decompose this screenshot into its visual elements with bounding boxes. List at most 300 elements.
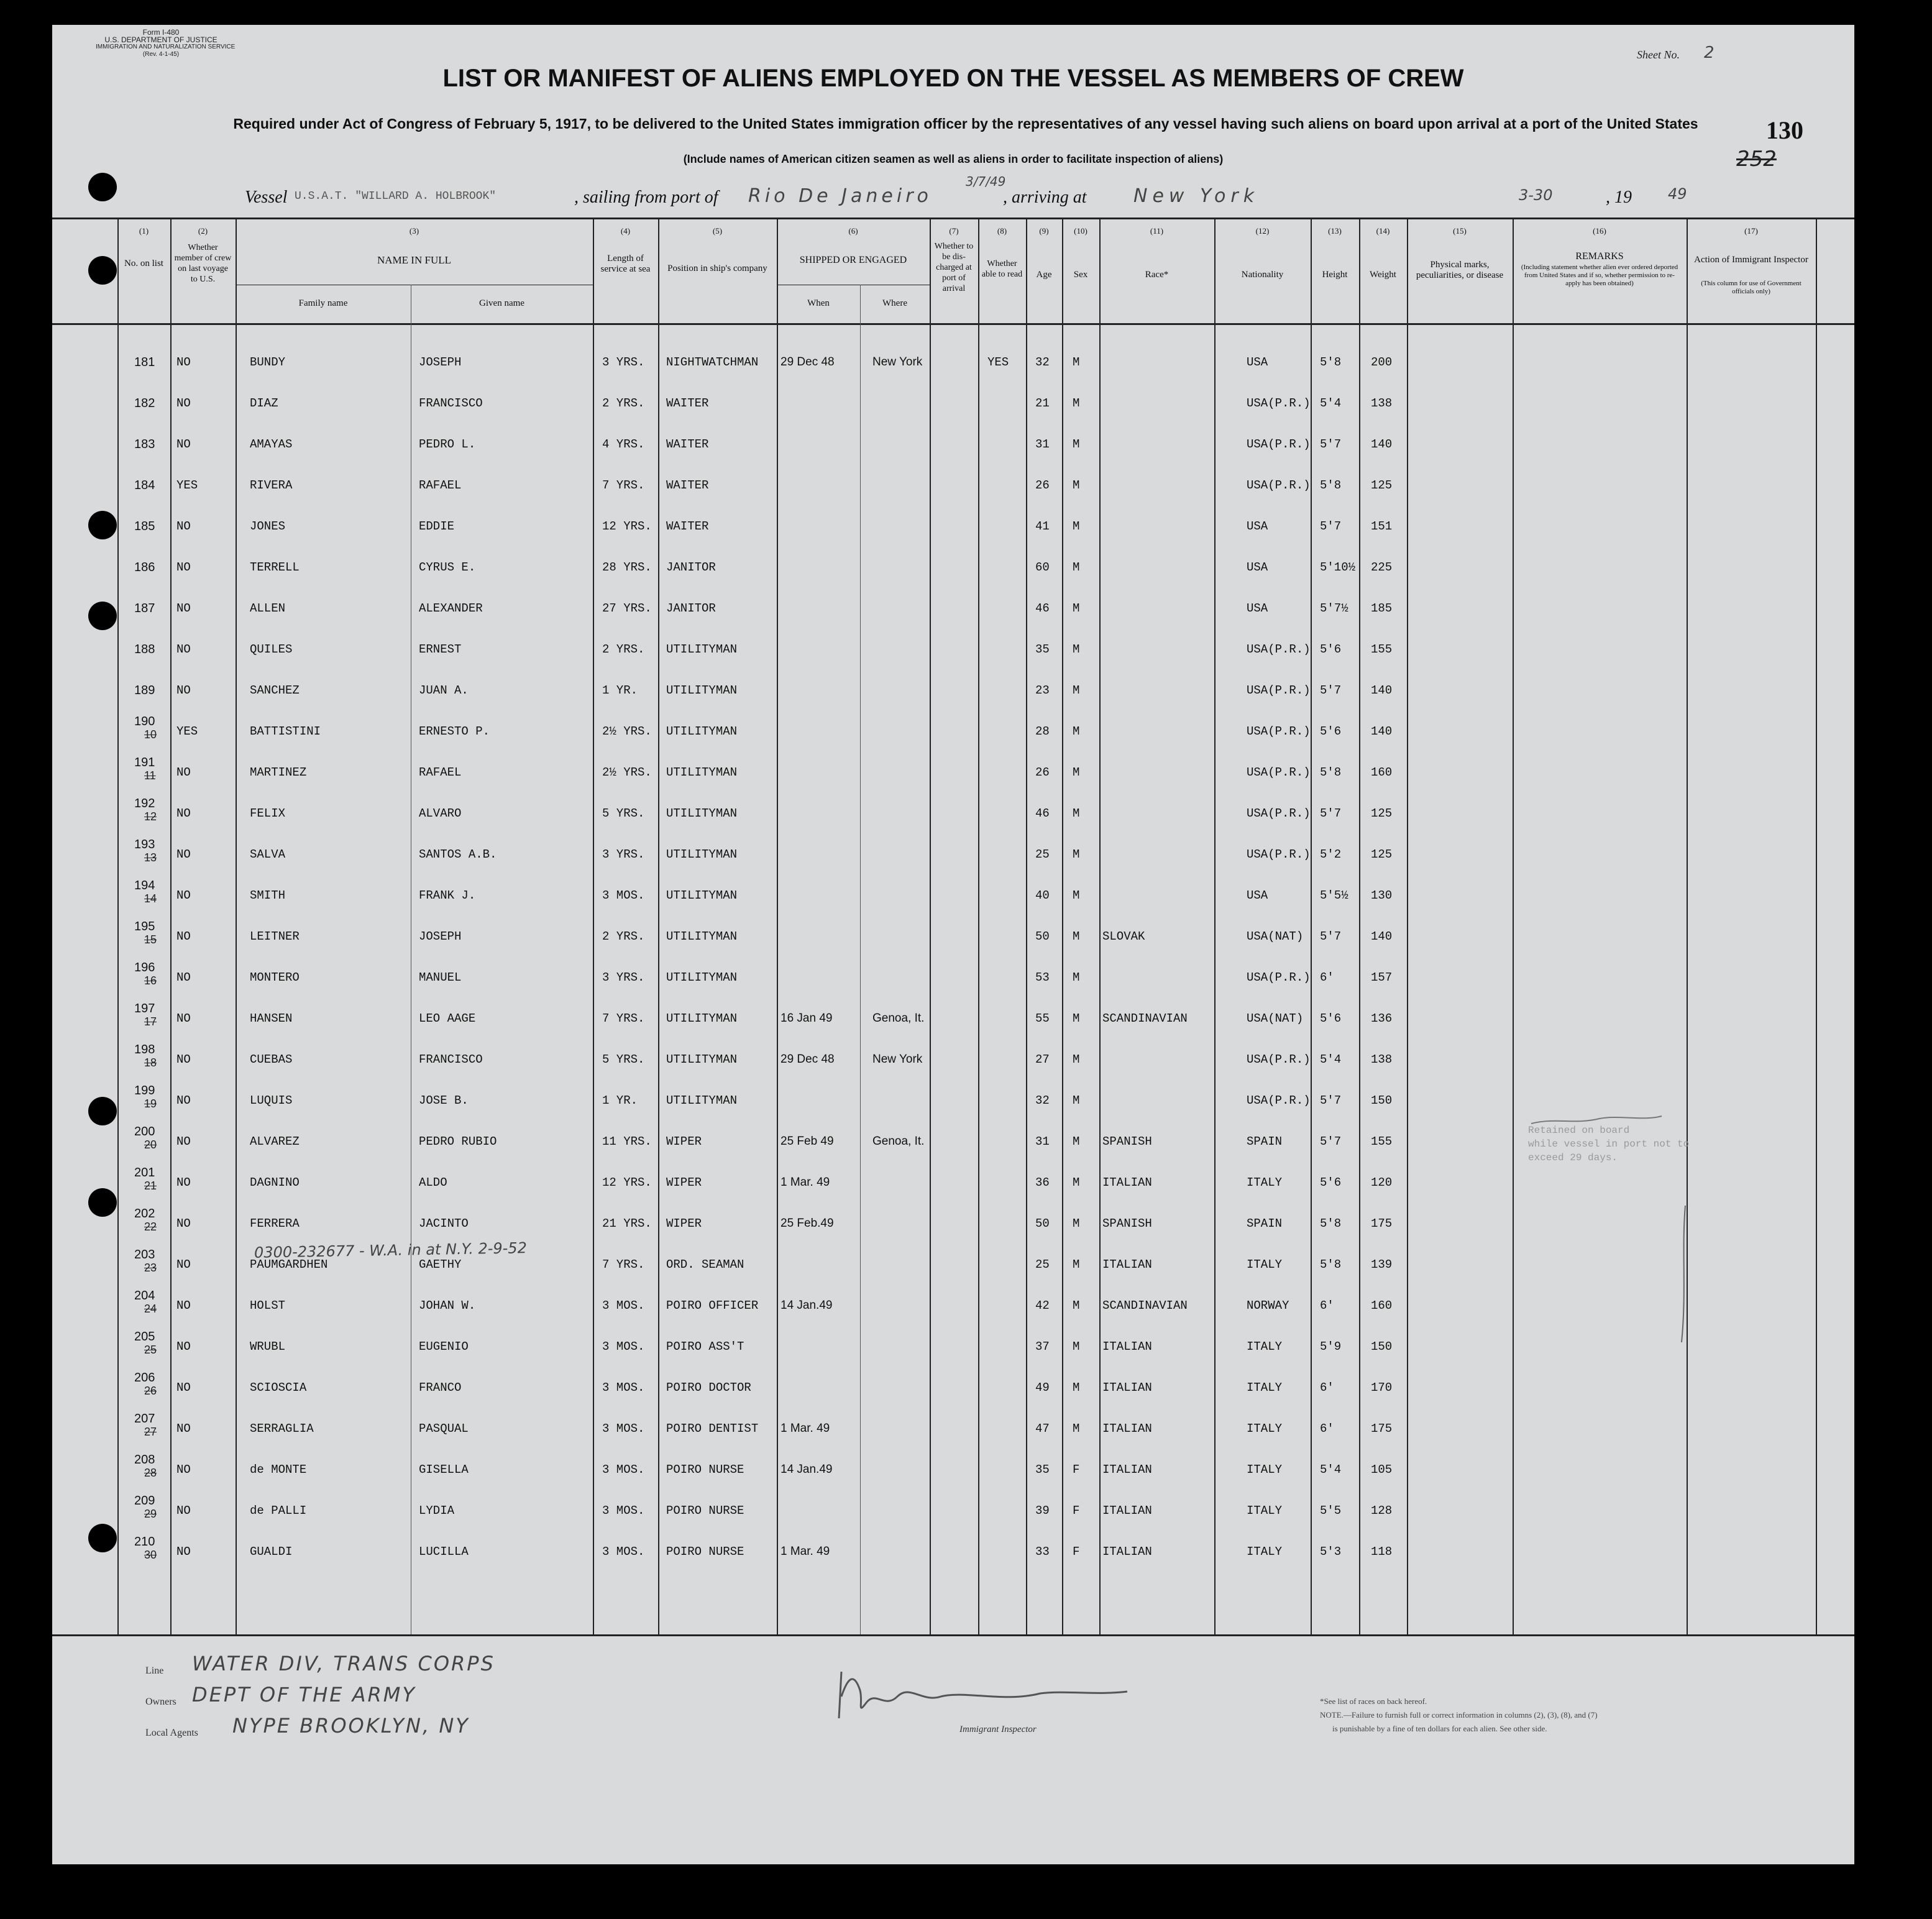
col9-header: Age bbox=[1036, 270, 1052, 280]
nationality-cell: USA bbox=[1247, 520, 1268, 533]
row-number-struck: 28 bbox=[144, 1467, 157, 1479]
family-name-cell: MARTINEZ bbox=[250, 766, 307, 779]
given-name-cell: JOHAN W. bbox=[419, 1299, 476, 1312]
position-cell: UTILITYMAN bbox=[666, 848, 738, 861]
col17-header: Action of Immigrant Inspector bbox=[1694, 255, 1808, 265]
family-name-cell: JONES bbox=[250, 520, 286, 533]
position-cell: UTILITYMAN bbox=[666, 889, 738, 902]
owners-label: Owners bbox=[145, 1697, 176, 1707]
height-cell: 5'7 bbox=[1320, 437, 1342, 451]
family-name-cell: BUNDY bbox=[250, 355, 286, 369]
form-service: IMMIGRATION AND NATURALIZATION SERVICE bbox=[96, 44, 236, 50]
height-cell: 5'7 bbox=[1320, 807, 1342, 820]
table-row bbox=[52, 423, 1854, 464]
race-cell: ITALIAN bbox=[1102, 1340, 1152, 1353]
table-row bbox=[52, 710, 1854, 751]
sex-cell: M bbox=[1073, 766, 1080, 779]
able-to-read-cell: YES bbox=[987, 355, 1009, 369]
given-name-cell: LUCILLA bbox=[419, 1545, 469, 1559]
position-cell: POIRO OFFICER bbox=[666, 1299, 759, 1312]
sex-cell: M bbox=[1073, 1094, 1080, 1107]
row-number: 183 bbox=[134, 437, 155, 451]
given-name-cell: JUAN A. bbox=[419, 684, 469, 697]
col10-header: Sex bbox=[1073, 270, 1088, 280]
row-number: 188 bbox=[134, 643, 155, 656]
position-cell: JANITOR bbox=[666, 561, 716, 574]
col6-when-header: When bbox=[807, 298, 830, 308]
weight-cell: 160 bbox=[1371, 766, 1393, 779]
position-cell: UTILITYMAN bbox=[666, 684, 738, 697]
prev-voyage-cell: NO bbox=[176, 561, 191, 574]
col2-header: Whether member of crew on last voyage to U.S. bbox=[174, 243, 232, 284]
weight-cell: 140 bbox=[1371, 684, 1393, 697]
row-number: 200 bbox=[134, 1125, 155, 1138]
height-cell: 5'10½ bbox=[1320, 561, 1356, 574]
row-number: 195 bbox=[134, 920, 155, 933]
table-row bbox=[52, 669, 1854, 710]
family-name-cell: WRUBL bbox=[250, 1340, 286, 1353]
table-header-rule bbox=[52, 323, 1854, 325]
position-cell: WIPER bbox=[666, 1217, 702, 1230]
race-cell: SCANDINAVIAN bbox=[1102, 1299, 1188, 1312]
table-row bbox=[52, 1366, 1854, 1407]
given-name-cell: JOSE B. bbox=[419, 1094, 469, 1107]
height-cell: 5'6 bbox=[1320, 1176, 1342, 1189]
penalty-note-2: is punishable by a fine of ten dollars for each alien. See other side. bbox=[1332, 1724, 1547, 1733]
row-number: 193 bbox=[134, 838, 155, 851]
sex-cell: M bbox=[1073, 971, 1080, 984]
given-name-cell: EDDIE bbox=[419, 520, 455, 533]
row-number: 206 bbox=[134, 1371, 155, 1385]
row-number: 187 bbox=[134, 602, 155, 615]
given-name-cell: ERNESTO P. bbox=[419, 725, 490, 738]
row-number: 197 bbox=[134, 1002, 155, 1015]
prev-voyage-cell: NO bbox=[176, 1422, 191, 1436]
sex-cell: F bbox=[1073, 1545, 1080, 1559]
col9-number: (9) bbox=[1039, 226, 1049, 236]
sex-cell: F bbox=[1073, 1463, 1080, 1477]
age-cell: 50 bbox=[1035, 930, 1050, 943]
row-number-struck: 14 bbox=[144, 892, 157, 905]
service-length-cell: 3 MOS. bbox=[602, 1545, 645, 1559]
table-row bbox=[52, 587, 1854, 628]
col7-header: Whether to be dis-charged at port of arrival bbox=[934, 242, 974, 293]
family-name-cell: HOLST bbox=[250, 1299, 286, 1312]
family-name-cell: RIVERA bbox=[250, 479, 293, 492]
prev-voyage-cell: NO bbox=[176, 1012, 191, 1025]
service-length-cell: 3 MOS. bbox=[602, 1299, 645, 1312]
nationality-cell: USA(P.R.) bbox=[1247, 971, 1311, 984]
position-cell: UTILITYMAN bbox=[666, 1053, 738, 1066]
binder-hole bbox=[88, 256, 117, 285]
service-length-cell: 2½ YRS. bbox=[602, 766, 652, 779]
row-number: 184 bbox=[134, 479, 155, 492]
col3-number: (3) bbox=[409, 226, 419, 236]
race-cell: ITALIAN bbox=[1102, 1176, 1152, 1189]
family-name-cell: LEITNER bbox=[250, 930, 300, 943]
shipped-when-cell: 25 Feb.49 bbox=[781, 1217, 834, 1230]
sex-cell: M bbox=[1073, 1381, 1080, 1395]
row-number: 205 bbox=[134, 1330, 155, 1344]
vessel-label: Vessel bbox=[245, 188, 288, 207]
inspector-signature bbox=[817, 1659, 1140, 1728]
given-name-cell: JOSEPH bbox=[419, 355, 462, 369]
agents-label: Local Agents bbox=[145, 1728, 198, 1738]
nationality-cell: USA(P.R.) bbox=[1247, 766, 1311, 779]
binder-hole bbox=[88, 1188, 117, 1217]
col5-number: (5) bbox=[712, 226, 723, 236]
position-cell: POIRO DOCTOR bbox=[666, 1381, 751, 1395]
table-row bbox=[52, 915, 1854, 956]
row-number-struck: 13 bbox=[144, 851, 157, 864]
table-row bbox=[52, 1407, 1854, 1448]
service-length-cell: 3 MOS. bbox=[602, 1381, 645, 1395]
table-row bbox=[52, 341, 1854, 382]
position-cell: WAITER bbox=[666, 520, 709, 533]
col11-header: Race* bbox=[1145, 270, 1169, 280]
given-name-cell: FRANK J. bbox=[419, 889, 476, 902]
given-name-cell: CYRUS E. bbox=[419, 561, 476, 574]
sex-cell: M bbox=[1073, 1422, 1080, 1436]
height-cell: 5'8 bbox=[1320, 355, 1342, 369]
height-cell: 5'7 bbox=[1320, 684, 1342, 697]
col6-header: SHIPPED OR ENGAGED bbox=[799, 255, 907, 265]
position-cell: UTILITYMAN bbox=[666, 643, 738, 656]
weight-cell: 200 bbox=[1371, 355, 1393, 369]
age-cell: 36 bbox=[1035, 1176, 1050, 1189]
given-name-cell: LYDIA bbox=[419, 1504, 455, 1518]
row-number-struck: 18 bbox=[144, 1056, 157, 1069]
sheet-label: Sheet No. bbox=[1637, 48, 1680, 61]
family-name-cell: DAGNINO bbox=[250, 1176, 300, 1189]
age-cell: 31 bbox=[1035, 437, 1050, 451]
service-length-cell: 3 YRS. bbox=[602, 848, 645, 861]
race-cell: SLOVAK bbox=[1102, 930, 1145, 943]
age-cell: 40 bbox=[1035, 889, 1050, 902]
age-cell: 26 bbox=[1035, 479, 1050, 492]
height-cell: 5'8 bbox=[1320, 766, 1342, 779]
binder-hole bbox=[88, 602, 117, 630]
sex-cell: M bbox=[1073, 437, 1080, 451]
line-label: Line bbox=[145, 1665, 164, 1676]
service-length-cell: 3 MOS. bbox=[602, 1422, 645, 1436]
family-name-cell: SERRAGLIA bbox=[250, 1422, 314, 1436]
prev-voyage-cell: NO bbox=[176, 1299, 191, 1312]
given-name-cell: JACINTO bbox=[419, 1217, 469, 1230]
given-name-cell: PEDRO RUBIO bbox=[419, 1135, 497, 1148]
row-number: 186 bbox=[134, 561, 155, 574]
sailing-date: 3/7/49 bbox=[966, 174, 1006, 189]
shipped-where-cell: New York bbox=[872, 1053, 923, 1066]
position-cell: UTILITYMAN bbox=[666, 1012, 738, 1025]
service-length-cell: 7 YRS. bbox=[602, 1258, 645, 1271]
sex-cell: M bbox=[1073, 643, 1080, 656]
col5-header: Position in ship's company bbox=[667, 263, 767, 273]
nationality-cell: SPAIN bbox=[1247, 1135, 1283, 1148]
weight-cell: 175 bbox=[1371, 1422, 1393, 1436]
family-name-cell: SCIOSCIA bbox=[250, 1381, 307, 1395]
weight-cell: 175 bbox=[1371, 1217, 1393, 1230]
sailing-label: , sailing from port of bbox=[574, 188, 718, 207]
col6-where-header: Where bbox=[882, 298, 907, 308]
height-cell: 5'8 bbox=[1320, 1217, 1342, 1230]
col10-number: (10) bbox=[1074, 226, 1087, 236]
form-rev: (Rev. 4-1-45) bbox=[142, 51, 180, 58]
row-number-struck: 16 bbox=[144, 974, 157, 987]
form-number: Form I-480 bbox=[142, 28, 180, 37]
sex-cell: M bbox=[1073, 1176, 1080, 1189]
family-name-cell: MONTERO bbox=[250, 971, 300, 984]
height-cell: 5'8 bbox=[1320, 479, 1342, 492]
service-length-cell: 5 YRS. bbox=[602, 1053, 645, 1066]
nationality-cell: USA(P.R.) bbox=[1247, 684, 1311, 697]
row-number: 204 bbox=[134, 1289, 155, 1303]
table-row bbox=[52, 1448, 1854, 1489]
service-length-cell: 11 YRS. bbox=[602, 1135, 652, 1148]
position-cell: WAITER bbox=[666, 396, 709, 410]
sex-cell: M bbox=[1073, 602, 1080, 615]
row-number-struck: 21 bbox=[144, 1179, 157, 1192]
height-cell: 6' bbox=[1320, 1422, 1334, 1436]
height-cell: 5'4 bbox=[1320, 396, 1342, 410]
table-row bbox=[52, 956, 1854, 997]
nationality-cell: ITALY bbox=[1247, 1463, 1283, 1477]
prev-voyage-cell: NO bbox=[176, 807, 191, 820]
shipped-where-cell: New York bbox=[872, 355, 923, 369]
row-number-struck: 23 bbox=[144, 1262, 157, 1274]
prev-voyage-cell: NO bbox=[176, 1135, 191, 1148]
line-value: WATER DIV, TRANS CORPS bbox=[192, 1652, 495, 1675]
table-row bbox=[52, 546, 1854, 587]
prev-voyage-cell: NO bbox=[176, 848, 191, 861]
given-name-cell: FRANCO bbox=[419, 1381, 462, 1395]
given-name-cell: ALDO bbox=[419, 1176, 447, 1189]
prev-voyage-cell: NO bbox=[176, 1258, 191, 1271]
age-cell: 37 bbox=[1035, 1340, 1050, 1353]
age-cell: 41 bbox=[1035, 520, 1050, 533]
position-cell: ORD. SEAMAN bbox=[666, 1258, 744, 1271]
prev-voyage-cell: NO bbox=[176, 1381, 191, 1395]
height-cell: 5'7 bbox=[1320, 520, 1342, 533]
year-prefix: , 19 bbox=[1606, 188, 1632, 207]
given-name-cell: ERNEST bbox=[419, 643, 462, 656]
age-cell: 60 bbox=[1035, 561, 1050, 574]
given-name-cell: GAETHY bbox=[419, 1258, 462, 1271]
owners-value: DEPT OF THE ARMY bbox=[192, 1683, 416, 1706]
family-name-cell: DIAZ bbox=[250, 396, 278, 410]
year-suffix: 49 bbox=[1668, 185, 1687, 203]
binder-hole bbox=[88, 173, 117, 201]
given-name-cell: RAFAEL bbox=[419, 479, 462, 492]
service-length-cell: 2 YRS. bbox=[602, 930, 645, 943]
row-number-struck: 26 bbox=[144, 1385, 157, 1397]
sex-cell: M bbox=[1073, 479, 1080, 492]
sheet-number: 2 bbox=[1704, 44, 1715, 62]
position-cell: UTILITYMAN bbox=[666, 971, 738, 984]
given-name-cell: SANTOS A.B. bbox=[419, 848, 497, 861]
given-name-cell: RAFAEL bbox=[419, 766, 462, 779]
age-cell: 23 bbox=[1035, 684, 1050, 697]
age-cell: 32 bbox=[1035, 355, 1050, 369]
height-cell: 5'3 bbox=[1320, 1545, 1342, 1559]
sex-cell: M bbox=[1073, 930, 1080, 943]
col17-number: (17) bbox=[1744, 226, 1758, 236]
prev-voyage-cell: NO bbox=[176, 930, 191, 943]
row-number: 182 bbox=[134, 396, 155, 410]
height-cell: 6' bbox=[1320, 971, 1334, 984]
given-name-cell: ALVARO bbox=[419, 807, 462, 820]
position-cell: POIRO DENTIST bbox=[666, 1422, 759, 1436]
height-cell: 5'7½ bbox=[1320, 602, 1348, 615]
table-row bbox=[52, 464, 1854, 505]
inspector-label: Immigrant Inspector bbox=[959, 1724, 1037, 1734]
table-row bbox=[52, 1489, 1854, 1530]
position-cell: NIGHTWATCHMAN bbox=[666, 355, 759, 369]
age-cell: 33 bbox=[1035, 1545, 1050, 1559]
weight-cell: 130 bbox=[1371, 889, 1393, 902]
form-dept: U.S. DEPARTMENT OF JUSTICE bbox=[104, 35, 217, 44]
age-cell: 32 bbox=[1035, 1094, 1050, 1107]
family-name-cell: SMITH bbox=[250, 889, 286, 902]
arrival-date: 3-30 bbox=[1519, 186, 1553, 204]
shipped-where-cell: Genoa, It. bbox=[872, 1135, 925, 1148]
weight-cell: 225 bbox=[1371, 561, 1393, 574]
height-cell: 5'2 bbox=[1320, 848, 1342, 861]
sex-cell: M bbox=[1073, 848, 1080, 861]
weight-cell: 151 bbox=[1371, 520, 1393, 533]
row-number: 192 bbox=[134, 797, 155, 810]
table-bottom-rule bbox=[52, 1634, 1854, 1636]
page-subtitle: Required under Act of Congress of February 5, 1917, to be delivered to the United States immigration officer by the representatives of any vessel having such aliens on board upon arrival at a port of the United States bbox=[233, 116, 1698, 132]
position-cell: WAITER bbox=[666, 437, 709, 451]
table-row bbox=[52, 1530, 1854, 1571]
position-cell: UTILITYMAN bbox=[666, 766, 738, 779]
col7-number: (7) bbox=[949, 226, 959, 236]
col4-header: Length of service at sea bbox=[600, 254, 651, 274]
nationality-cell: USA bbox=[1247, 602, 1268, 615]
col17-subheader: (This column for use of Government officials only) bbox=[1701, 280, 1802, 295]
race-cell: SCANDINAVIAN bbox=[1102, 1012, 1188, 1025]
row-number: 194 bbox=[134, 879, 155, 892]
position-cell: POIRO NURSE bbox=[666, 1463, 744, 1477]
age-cell: 35 bbox=[1035, 643, 1050, 656]
prev-voyage-cell: NO bbox=[176, 1463, 191, 1477]
weight-cell: 125 bbox=[1371, 479, 1393, 492]
col11-number: (11) bbox=[1150, 226, 1164, 236]
prev-voyage-cell: NO bbox=[176, 684, 191, 697]
nationality-cell: USA(NAT) bbox=[1247, 930, 1304, 943]
nationality-cell: USA bbox=[1247, 561, 1268, 574]
row-number: 185 bbox=[134, 520, 155, 533]
prev-voyage-cell: NO bbox=[176, 643, 191, 656]
prev-voyage-cell: NO bbox=[176, 766, 191, 779]
shipped-when-cell: 14 Jan.49 bbox=[781, 1299, 833, 1312]
row-number-struck: 10 bbox=[144, 728, 157, 741]
sex-cell: M bbox=[1073, 1217, 1080, 1230]
prev-voyage-cell: NO bbox=[176, 1176, 191, 1189]
position-cell: JANITOR bbox=[666, 602, 716, 615]
family-name-cell: de MONTE bbox=[250, 1463, 307, 1477]
row-number: 189 bbox=[134, 684, 155, 697]
given-name-cell: PASQUAL bbox=[419, 1422, 469, 1436]
height-cell: 5'4 bbox=[1320, 1463, 1342, 1477]
arriving-port: New York bbox=[1133, 185, 1260, 207]
row-number: 209 bbox=[134, 1494, 155, 1508]
instruction-note: (Include names of American citizen seamen as well as aliens in order to facilitate inspection of aliens) bbox=[683, 153, 1224, 165]
remarks-handwriting bbox=[1519, 1106, 1705, 1355]
col8-number: (8) bbox=[997, 226, 1007, 236]
shipped-where-cell: Genoa, It. bbox=[872, 1012, 925, 1025]
given-name-cell: MANUEL bbox=[419, 971, 462, 984]
row-number-struck: 19 bbox=[144, 1097, 157, 1110]
service-length-cell: 3 MOS. bbox=[602, 1463, 645, 1477]
table-row bbox=[52, 792, 1854, 833]
age-cell: 27 bbox=[1035, 1053, 1050, 1066]
weight-cell: 140 bbox=[1371, 437, 1393, 451]
table-row bbox=[52, 751, 1854, 792]
prev-voyage-cell: YES bbox=[176, 725, 198, 738]
form-header bbox=[96, 28, 236, 58]
family-name-cell: FERRERA bbox=[250, 1217, 300, 1230]
sex-cell: M bbox=[1073, 684, 1080, 697]
weight-cell: 160 bbox=[1371, 1299, 1393, 1312]
age-cell: 55 bbox=[1035, 1012, 1050, 1025]
table-row bbox=[52, 505, 1854, 546]
arriving-label: , arriving at bbox=[1003, 188, 1087, 207]
col16-header: REMARKS bbox=[1575, 251, 1624, 262]
sex-cell: M bbox=[1073, 725, 1080, 738]
given-name-cell: JOSEPH bbox=[419, 930, 462, 943]
position-cell: WAITER bbox=[666, 479, 709, 492]
col1-header: No. on list bbox=[124, 259, 163, 268]
age-cell: 26 bbox=[1035, 766, 1050, 779]
stamp-struck-number: 252 bbox=[1736, 147, 1777, 172]
weight-cell: 120 bbox=[1371, 1176, 1393, 1189]
col3-family-header: Family name bbox=[298, 298, 348, 308]
row-number: 199 bbox=[134, 1084, 155, 1097]
height-cell: 5'6 bbox=[1320, 643, 1342, 656]
row-number-struck: 30 bbox=[144, 1549, 157, 1561]
col3-header: NAME IN FULL bbox=[377, 254, 451, 266]
binder-hole bbox=[88, 1524, 117, 1552]
position-cell: POIRO NURSE bbox=[666, 1545, 744, 1559]
service-length-cell: 2½ YRS. bbox=[602, 725, 652, 738]
nationality-cell: ITALY bbox=[1247, 1545, 1283, 1559]
col15-number: (15) bbox=[1453, 226, 1467, 236]
family-name-cell: ALLEN bbox=[250, 602, 286, 615]
nationality-cell: USA(P.R.) bbox=[1247, 848, 1311, 861]
service-length-cell: 7 YRS. bbox=[602, 1012, 645, 1025]
prev-voyage-cell: NO bbox=[176, 1217, 191, 1230]
shipped-when-cell: 14 Jan.49 bbox=[781, 1463, 833, 1476]
row-number: 198 bbox=[134, 1043, 155, 1056]
service-length-cell: 12 YRS. bbox=[602, 1176, 652, 1189]
service-length-cell: 3 MOS. bbox=[602, 1504, 645, 1518]
race-cell: ITALIAN bbox=[1102, 1545, 1152, 1559]
nationality-cell: NORWAY bbox=[1247, 1299, 1289, 1312]
col2-number: (2) bbox=[198, 226, 208, 236]
table-row bbox=[52, 874, 1854, 915]
row-number: 190 bbox=[134, 715, 155, 728]
row-number: 191 bbox=[134, 756, 155, 769]
service-length-cell: 2 YRS. bbox=[602, 643, 645, 656]
height-cell: 6' bbox=[1320, 1381, 1334, 1395]
col3-given-header: Given name bbox=[479, 298, 524, 308]
service-length-cell: 27 YRS. bbox=[602, 602, 652, 615]
given-name-cell: LEO AAGE bbox=[419, 1012, 476, 1025]
prev-voyage-cell: NO bbox=[176, 1545, 191, 1559]
height-cell: 5'6 bbox=[1320, 1012, 1342, 1025]
